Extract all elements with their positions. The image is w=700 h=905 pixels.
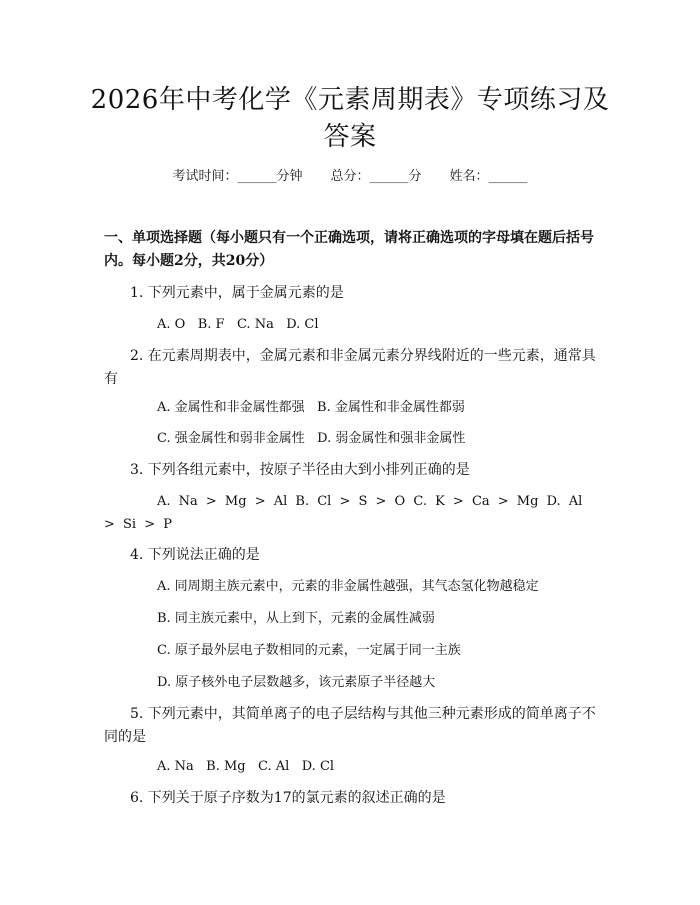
question-5-options: A. Na B. Mg C. Al D. Cl: [157, 759, 335, 774]
question-3-stem: 3. 下列各组元素中，按原子半径由大到小排列正确的是: [130, 462, 470, 478]
question-3-options: A. Na > Mg > Al B. Cl > S > O C. K > Ca > Mg D. Al > Si > P: [104, 494, 583, 532]
question-6-stem: 6. 下列关于原子序数为17的氯元素的叙述正确的是: [130, 790, 446, 806]
question-2-stem: 2. 在元素周期表中，金属元素和非金属元素分界线附近的一些元素，通常具有: [104, 348, 596, 387]
student-name-field: 姓名：______: [449, 169, 528, 184]
question-2-option-line-1: A. 金属性和非金属性都强 B. 金属性和非金属性都弱: [157, 400, 465, 415]
question-1-stem: 1. 下列元素中，属于金属元素的是: [130, 285, 344, 301]
question-4-stem: 4. 下列说法正确的是: [130, 547, 260, 563]
section-heading: 一、单项选择题（每小题只有一个正确选项，请将正确选项的字母填在题后括号内。每小题2分，共20分）: [104, 230, 594, 269]
total-score-field: 总分：______分: [330, 169, 422, 184]
question-4-option-d: D. 原子核外电子层数越多，该元素原子半径越大: [157, 675, 436, 690]
question-4-option-b: B. 同主族元素中，从上到下，元素的金属性减弱: [157, 611, 435, 626]
question-4-option-c: C. 原子最外层电子数相同的元素，一定属于同一主族: [157, 643, 461, 658]
question-4-option-a: A. 同周期主族元素中，元素的非金属性越强，其气态氢化物越稳定: [157, 579, 539, 594]
question-5-stem: 5. 下列元素中，其简单离子的电子层结构与其他三种元素形成的简单离子不同的是: [104, 706, 596, 745]
exam-time-field: 考试时间：______分钟: [172, 169, 303, 184]
question-2-option-line-2: C. 强金属性和弱非金属性 D. 弱金属性和强非金属性: [157, 431, 466, 446]
question-1-options: A. O B. F C. Na D. Cl: [157, 317, 319, 332]
document-title: 2026年中考化学《元素周期表》专项练习及答案: [90, 85, 610, 152]
exam-meta: [0, 167, 700, 187]
